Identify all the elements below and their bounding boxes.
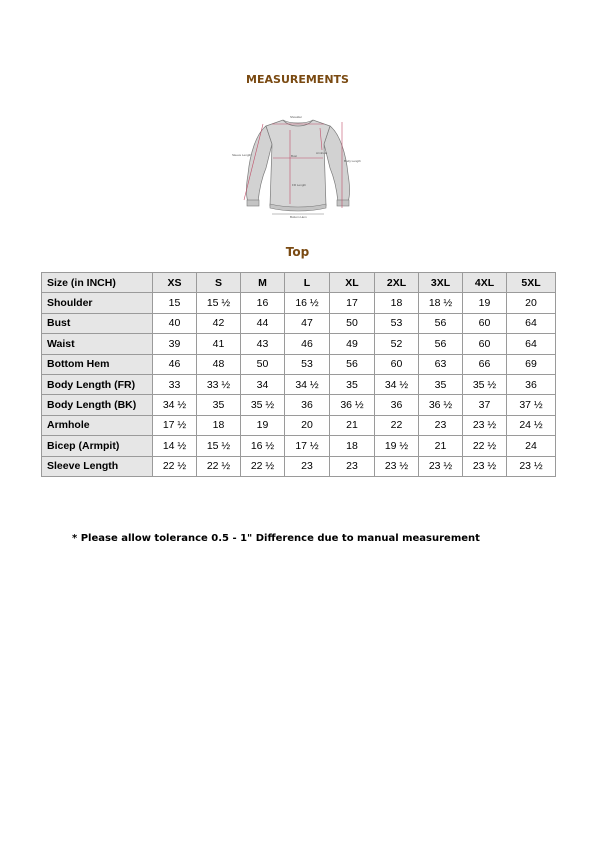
row-label-cell: Body Length (FR) (42, 374, 153, 394)
value-cell: 60 (375, 354, 419, 374)
value-cell: 35 ½ (463, 374, 507, 394)
header-cell: 2XL (375, 273, 419, 293)
header-cell: 3XL (419, 273, 463, 293)
value-cell: 49 (330, 334, 375, 354)
value-cell: 53 (375, 313, 419, 333)
right-sleeve-shape (324, 126, 350, 202)
value-cell: 20 (507, 293, 556, 313)
value-cell: 50 (241, 354, 285, 374)
value-cell: 15 (153, 293, 197, 313)
value-cell: 56 (330, 354, 375, 374)
header-cell: M (241, 273, 285, 293)
value-cell: 36 (285, 395, 330, 415)
value-cell: 36 (375, 395, 419, 415)
page-title: MEASUREMENTS (246, 73, 349, 86)
value-cell: 23 ½ (463, 456, 507, 476)
table-header-row (42, 273, 556, 293)
header-cell: XS (153, 273, 197, 293)
value-cell: 35 ½ (241, 395, 285, 415)
header-cell: Size (in INCH) (42, 273, 153, 293)
shoulder-label: Shoulder (290, 115, 303, 119)
value-cell: 44 (241, 313, 285, 333)
value-cell: 33 (153, 374, 197, 394)
value-cell: 22 ½ (241, 456, 285, 476)
row-label-cell: Bust (42, 313, 153, 333)
table-row (42, 334, 556, 354)
value-cell: 24 (507, 436, 556, 456)
value-cell: 66 (463, 354, 507, 374)
table-row (42, 354, 556, 374)
value-cell: 46 (285, 334, 330, 354)
value-cell: 22 ½ (463, 436, 507, 456)
table-row (42, 456, 556, 476)
table-row (42, 415, 556, 435)
value-cell: 60 (463, 313, 507, 333)
value-cell: 34 ½ (375, 374, 419, 394)
bottom-hem-label: Bottom Hem (290, 215, 307, 219)
value-cell: 47 (285, 313, 330, 333)
tolerance-note: * Please allow tolerance 0.5 - 1" Difference due to manual measurement (72, 533, 480, 544)
value-cell: 56 (419, 313, 463, 333)
left-sleeve-shape (247, 126, 273, 202)
value-cell: 15 ½ (197, 293, 241, 313)
value-cell: 36 ½ (419, 395, 463, 415)
table-row (42, 436, 556, 456)
value-cell: 14 ½ (153, 436, 197, 456)
left-cuff-shape (247, 200, 259, 206)
value-cell: 39 (153, 334, 197, 354)
row-label-cell: Sleeve Length (42, 456, 153, 476)
header-cell: S (197, 273, 241, 293)
value-cell: 19 ½ (375, 436, 419, 456)
body-length-label: Body Length (344, 159, 361, 163)
value-cell: 19 (241, 415, 285, 435)
row-label-cell: Armhole (42, 415, 153, 435)
header-cell: L (285, 273, 330, 293)
value-cell: 16 (241, 293, 285, 313)
value-cell: 69 (507, 354, 556, 374)
row-label-cell: Bottom Hem (42, 354, 153, 374)
value-cell: 21 (419, 436, 463, 456)
value-cell: 17 ½ (285, 436, 330, 456)
value-cell: 63 (419, 354, 463, 374)
value-cell: 35 (419, 374, 463, 394)
header-cell: 5XL (507, 273, 556, 293)
value-cell: 36 (507, 374, 556, 394)
value-cell: 34 ½ (285, 374, 330, 394)
value-cell: 48 (197, 354, 241, 374)
value-cell: 22 ½ (197, 456, 241, 476)
value-cell: 46 (153, 354, 197, 374)
value-cell: 24 ½ (507, 415, 556, 435)
value-cell: 18 ½ (419, 293, 463, 313)
table-row (42, 395, 556, 415)
table-row (42, 374, 556, 394)
value-cell: 53 (285, 354, 330, 374)
value-cell: 37 (463, 395, 507, 415)
value-cell: 43 (241, 334, 285, 354)
value-cell: 23 ½ (375, 456, 419, 476)
header-cell: XL (330, 273, 375, 293)
garment-diagram (228, 110, 368, 222)
value-cell: 17 ½ (153, 415, 197, 435)
value-cell: 17 (330, 293, 375, 313)
value-cell: 37 ½ (507, 395, 556, 415)
armhole-label: Armhole (316, 151, 328, 155)
value-cell: 18 (330, 436, 375, 456)
value-cell: 35 (197, 395, 241, 415)
value-cell: 34 ½ (153, 395, 197, 415)
value-cell: 23 (330, 456, 375, 476)
size-chart-table (41, 272, 556, 477)
value-cell: 56 (419, 334, 463, 354)
value-cell: 41 (197, 334, 241, 354)
table-body (42, 293, 556, 477)
value-cell: 64 (507, 313, 556, 333)
value-cell: 23 (419, 415, 463, 435)
bust-label: Bust (291, 154, 298, 158)
value-cell: 18 (375, 293, 419, 313)
value-cell: 22 (375, 415, 419, 435)
value-cell: 64 (507, 334, 556, 354)
section-title: Top (285, 245, 310, 259)
value-cell: 23 (285, 456, 330, 476)
row-label-cell: Shoulder (42, 293, 153, 313)
sleeve-length-label: Sleeve Length (232, 153, 252, 157)
value-cell: 23 ½ (507, 456, 556, 476)
table-row (42, 313, 556, 333)
value-cell: 36 ½ (330, 395, 375, 415)
value-cell: 23 ½ (463, 415, 507, 435)
table-row (42, 293, 556, 313)
value-cell: 15 ½ (197, 436, 241, 456)
row-label-cell: Waist (42, 334, 153, 354)
value-cell: 23 ½ (419, 456, 463, 476)
row-label-cell: Bicep (Armpit) (42, 436, 153, 456)
value-cell: 20 (285, 415, 330, 435)
right-cuff-shape (337, 200, 349, 206)
value-cell: 34 (241, 374, 285, 394)
value-cell: 22 ½ (153, 456, 197, 476)
value-cell: 33 ½ (197, 374, 241, 394)
value-cell: 60 (463, 334, 507, 354)
header-cell: 4XL (463, 273, 507, 293)
value-cell: 40 (153, 313, 197, 333)
value-cell: 19 (463, 293, 507, 313)
value-cell: 18 (197, 415, 241, 435)
value-cell: 16 ½ (285, 293, 330, 313)
value-cell: 52 (375, 334, 419, 354)
fr-length-label: FR Length (292, 183, 307, 187)
value-cell: 21 (330, 415, 375, 435)
value-cell: 50 (330, 313, 375, 333)
value-cell: 42 (197, 313, 241, 333)
row-label-cell: Body Length (BK) (42, 395, 153, 415)
value-cell: 35 (330, 374, 375, 394)
value-cell: 16 ½ (241, 436, 285, 456)
